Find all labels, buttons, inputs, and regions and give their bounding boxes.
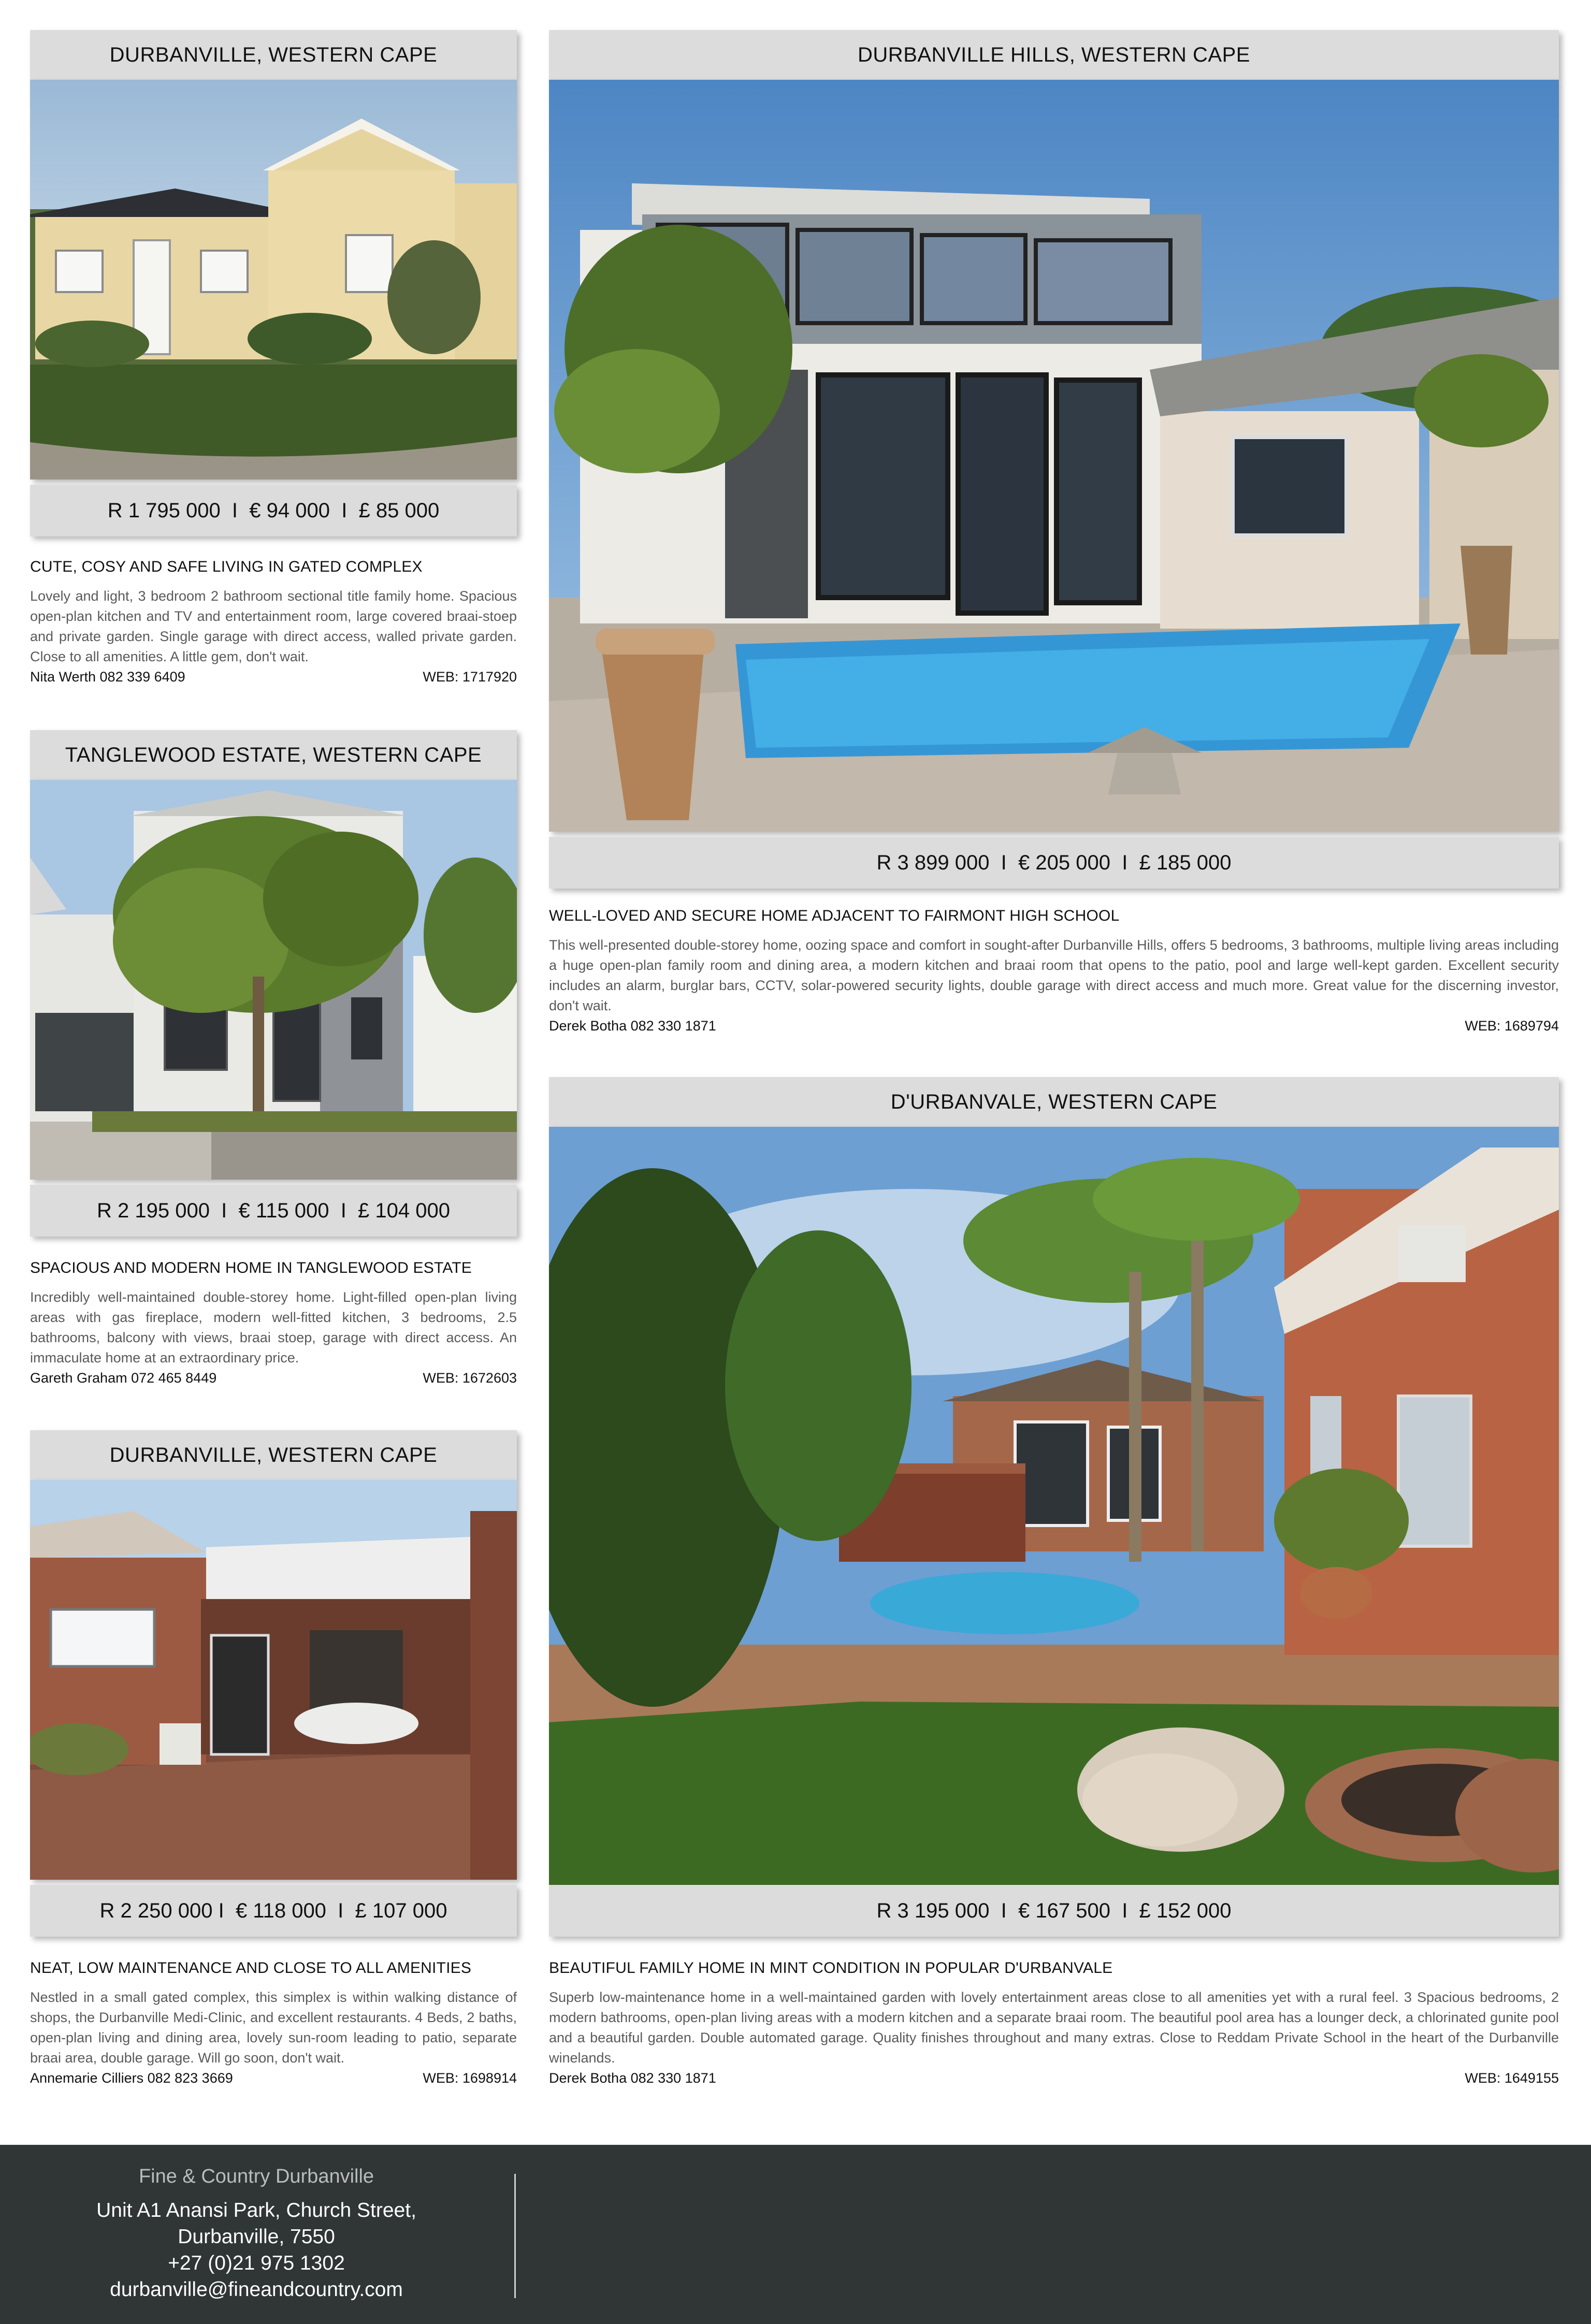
- listing-contact-row: [549, 2068, 1559, 2088]
- property-photo: [30, 1480, 517, 1880]
- listing-price: R 2 250 000 I € 118 000 I £ 107 000: [30, 1885, 517, 1937]
- listing-contact-row: [549, 1016, 1559, 1036]
- listing-description: This well-presented double-storey home, oozing space and comfort in sought-after Durbanville Hills, offers 5 bedrooms, 3 bathrooms, multiple living areas including a huge open-plan family room and dining area, a modern kitchen and braai room that opens to the patio, pool and large well-kept garden. Excellent security includes an alarm, burglar bars, CCTV, solar-powered security lights, double garage with direct access and much more. Great value for the discerning investor, don't wait.: [549, 937, 1559, 1013]
- listing-location: D'URBANVALE, WESTERN CAPE: [549, 1077, 1559, 1127]
- listing-price: R 2 195 000 I € 115 000 I £ 104 000: [30, 1185, 517, 1237]
- property-photo: [30, 780, 517, 1180]
- listing-description: Lovely and light, 3 bedroom 2 bathroom sectional title family home. Spacious open-plan kitchen and TV and entertainment room, large covered braai-stoep and private garden. Single garage with direct access, walled private garden. Close to all amenities. A little gem, don't wait.: [30, 588, 517, 664]
- footer-divider: [514, 2174, 516, 2298]
- web-reference: WEB: 1689794: [1465, 1018, 1559, 1034]
- listing-headline: BEAUTIFUL FAMILY HOME IN MINT CONDITION IN POPULAR D'URBANVALE: [549, 1959, 1113, 1977]
- listing-card-tanglewood: [30, 730, 517, 1237]
- listing-location: DURBANVILLE HILLS, WESTERN CAPE: [549, 30, 1559, 80]
- listing-contact-row: [30, 2068, 517, 2088]
- listing-description-block: [30, 1959, 517, 2088]
- listing-location: DURBANVILLE, WESTERN CAPE: [30, 1430, 517, 1480]
- listing-price: R 1 795 000 I € 94 000 I £ 85 000: [30, 485, 517, 536]
- agent-contact: Gareth Graham 072 465 8449: [30, 1370, 217, 1386]
- brand-name: Fine & Country Durbanville: [138, 2166, 374, 2187]
- web-reference: WEB: 1717920: [423, 669, 517, 685]
- listing-description: Superb low-maintenance home in a well-maintained garden with lovely entertainment areas close to all amenities yet with a rural feel. 3 Spacious bedrooms, 2 modern bathrooms, open-plan living areas with a modern kitchen and a separate braai room. The beautiful pool area has a lounger deck, a chlorinated gunite pool and a beautiful garden. Double automated garage. Quality finishes throughout and many extras. Close to Reddam Private School in the heart of the Durbanville winelands.: [549, 1989, 1559, 2066]
- listing-location: DURBANVILLE, WESTERN CAPE: [30, 30, 517, 80]
- listing-description-block: [549, 907, 1559, 1036]
- listing-card-durbanville-hills: [549, 30, 1559, 879]
- listing-card-durbanville-2: [30, 1430, 517, 1937]
- listing-card-durbanvale: [549, 1077, 1559, 1937]
- property-photo: [549, 1127, 1559, 1885]
- page-footer: [0, 2145, 1591, 2324]
- listing-description: Nestled in a small gated complex, this simplex is within walking distance of shops, the Durbanville Medi-Clinic, and excellent restaurants. 4 Beds, 2 baths, open-plan living and dining area, lovely sun-room leading to patio, separate braai area, double garage. Will go soon, don't wait.: [30, 1989, 517, 2066]
- listing-description-block: [30, 558, 517, 687]
- email-link[interactable]: durbanville@fineandcountry.com: [110, 2278, 403, 2301]
- listing-headline: WELL-LOVED AND SECURE HOME ADJACENT TO FAIRMONT HIGH SCHOOL: [549, 907, 1120, 924]
- address-line-2: Durbanville, 7550: [178, 2226, 335, 2248]
- listing-headline: CUTE, COSY AND SAFE LIVING IN GATED COMPLEX: [30, 558, 423, 575]
- agent-contact: Annemarie Cilliers 082 823 3669: [30, 2070, 233, 2086]
- agent-contact: Derek Botha 082 330 1871: [549, 2070, 716, 2086]
- web-reference: WEB: 1698914: [423, 2070, 517, 2086]
- web-reference: WEB: 1672603: [423, 1370, 517, 1386]
- listing-price: R 3 195 000 I € 167 500 I £ 152 000: [549, 1885, 1559, 1937]
- listing-contact-row: [30, 667, 517, 687]
- property-photo: [549, 80, 1559, 832]
- listing-headline: NEAT, LOW MAINTENANCE AND CLOSE TO ALL AMENITIES: [30, 1959, 472, 1977]
- listing-contact-row: [30, 1368, 517, 1388]
- agent-contact: Derek Botha 082 330 1871: [549, 1018, 716, 1034]
- agent-contact: Nita Werth 082 339 6409: [30, 669, 185, 685]
- listing-description-block: [30, 1259, 517, 1388]
- property-photo: [30, 80, 517, 480]
- address-line-1: Unit A1 Anansi Park, Church Street,: [96, 2199, 416, 2221]
- office-contact-block: [83, 2166, 430, 2303]
- phone-number: +27 (0)21 975 1302: [168, 2252, 345, 2274]
- listing-location: TANGLEWOOD ESTATE, WESTERN CAPE: [30, 730, 517, 780]
- listing-description-block: [549, 1959, 1559, 2088]
- listing-price: R 3 899 000 I € 205 000 I £ 185 000: [549, 837, 1559, 889]
- web-reference: WEB: 1649155: [1465, 2070, 1559, 2086]
- listing-card-durbanville-1: [30, 30, 517, 536]
- listing-headline: SPACIOUS AND MODERN HOME IN TANGLEWOOD ESTATE: [30, 1259, 472, 1276]
- listing-description: Incredibly well-maintained double-storey home. Light-filled open-plan living areas with gas fireplace, modern well-fitted kitchen, 3 bedrooms, 2.5 bathrooms, balcony with views, braai stoep, garage with direct access. An immaculate home at an extraordinary price.: [30, 1289, 517, 1366]
